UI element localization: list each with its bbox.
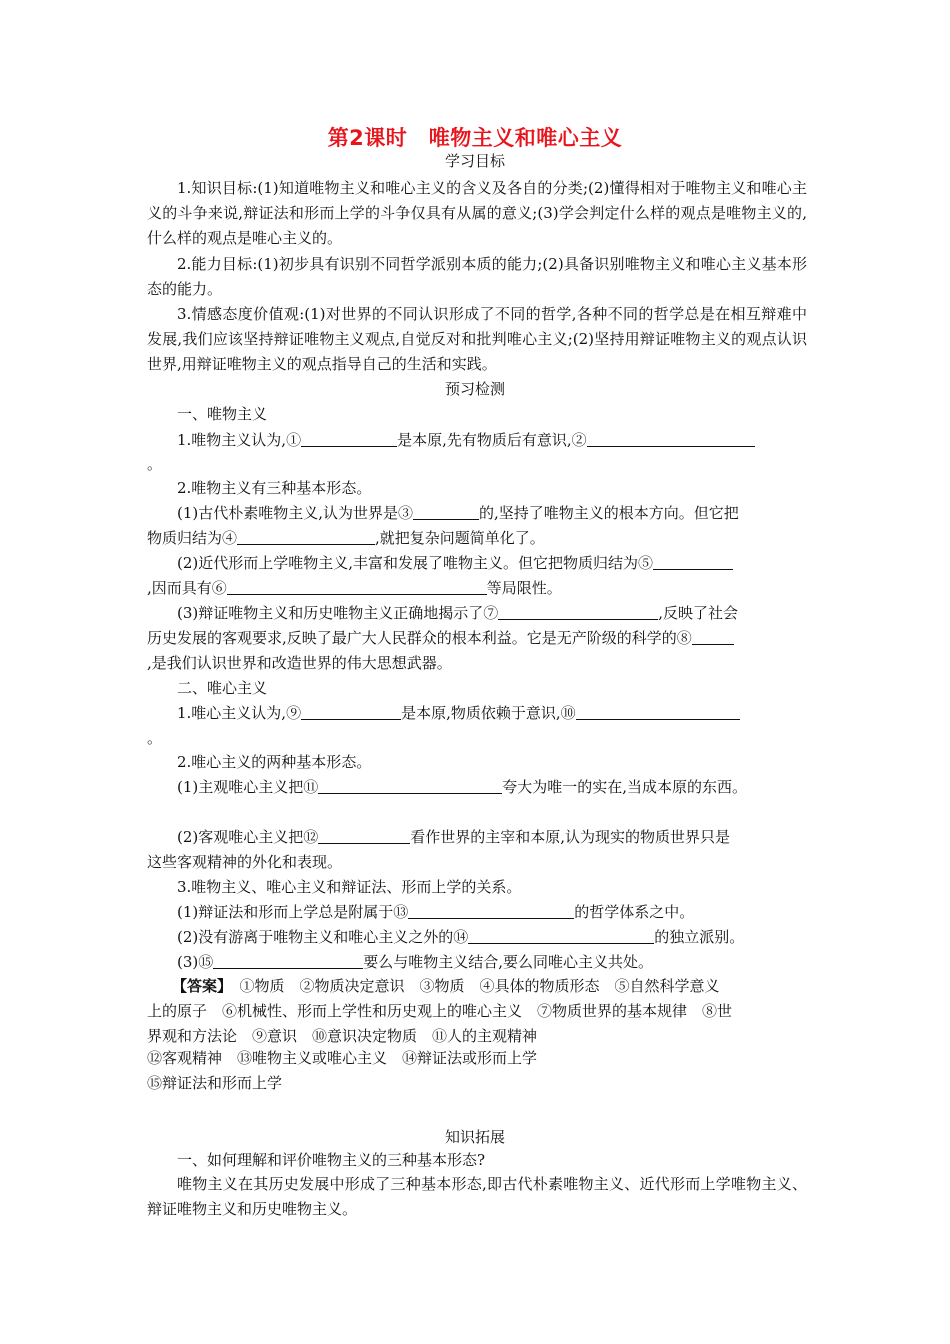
blank-5 — [653, 552, 733, 570]
question-5-1: (1)辩证法和形而上学总是附属于⑬ 的哲学体系之中。 — [177, 903, 695, 921]
extension-question: 一、如何理解和评价唯物主义的三种基本形态? — [177, 1151, 486, 1169]
goal-knowledge: 1.知识目标:(1)知道唯物主义和唯心主义的含义及各自的分类;(2)懂得相对于唯物主义和唯心主义的斗争来说,辩证法和形而上学的斗争仅具有从属的意义;(3)学会判定什么样的观点是唯物主义的,什么样的观点是唯心主义的。 — [147, 179, 807, 247]
blank-14 — [468, 926, 654, 944]
question-2-3-cont: 历史发展的客观要求,反映了最广大人民群众的根本利益。它是无产阶级的科学的⑧ — [147, 626, 807, 651]
blank-11 — [318, 776, 502, 794]
answers-label: 【答案】 — [172, 977, 225, 995]
section-heading-preview: 预习检测 — [444, 380, 505, 398]
question-4-1: (1)主观唯心主义把⑪ 夸大为唯一的实在,当成本原的东西。 — [177, 778, 748, 796]
answers-line-4: ⑫客观精神 ⑬唯物主义或唯心主义 ⑭辩证法或形而上学 — [147, 1049, 538, 1067]
extension-paragraph: 唯物主义在其历史发展中形成了三种基本形态,即古代朴素唯物主义、近代形而上学唯物主义、辩证唯物主义和历史唯物主义。 — [147, 1175, 807, 1218]
blank-6 — [227, 577, 487, 595]
blank-1 — [301, 429, 397, 447]
heading-materialism: 一、唯物主义 — [177, 405, 268, 423]
question-4-2-cont: 这些客观精神的外化和表现。 — [147, 853, 343, 871]
question-4: 2.唯心主义的两种基本形态。 — [177, 753, 372, 771]
blank-3 — [413, 502, 479, 520]
section-heading-extension: 知识拓展 — [444, 1128, 505, 1146]
answers-line-3: 界观和方法论 ⑨意识 ⑩意识决定物质 ⑪人的主观精神 — [147, 1027, 538, 1045]
question-5: 3.唯物主义、唯心主义和辩证法、形而上学的关系。 — [177, 878, 522, 896]
question-3: 1.唯心主义认为,⑨ 是本原,物质依赖于意识,⑩ — [177, 701, 837, 726]
question-5-2: (2)没有游离于唯物主义和唯心主义之外的⑭ 的独立派别。 — [177, 928, 745, 946]
blank-12 — [318, 826, 410, 844]
blank-4 — [237, 527, 375, 545]
question-1: 1.唯物主义认为,① 是本原,先有物质后有意识,② — [177, 428, 837, 453]
question-2-3: (3)辩证唯物主义和历史唯物主义正确地揭示了⑦ ,反映了社会 — [177, 604, 739, 622]
question-2-2-cont: ,因而具有⑥ 等局限性。 — [147, 579, 562, 597]
goal-values: 3.情感态度价值观:(1)对世界的不同认识形成了不同的哲学,各种不同的哲学总是在相互辩难中发展,我们应该坚持辩证唯物主义观点,自觉反对和批判唯心主义;(2)坚持用辩证唯物主义的观点认识世界,用辩证唯物主义的观点指导自己的生活和实践。 — [147, 305, 807, 373]
blank-2 — [587, 429, 755, 447]
blank-13 — [408, 901, 574, 919]
blank-7 — [498, 602, 658, 620]
heading-idealism: 二、唯心主义 — [177, 679, 268, 697]
page-title: 第2课时 唯物主义和唯心主义 — [327, 126, 623, 150]
answers-line-1: 【答案】 ①物质 ②物质决定意识 ③物质 ④具体的物质形态 ⑤自然科学意义 — [172, 977, 720, 995]
question-2-1: (1)古代朴素唯物主义,认为世界是③ 的,坚持了唯物主义的根本方向。但它把 — [177, 504, 739, 522]
blank-9 — [301, 702, 401, 720]
question-1-end: 。 — [147, 455, 163, 473]
question-2-3-end: ,是我们认识世界和改造世界的伟大思想武器。 — [147, 654, 452, 672]
blank-10 — [576, 702, 740, 720]
goal-ability: 2.能力目标:(1)初步具有识别不同哲学派别本质的能力;(2)具备识别唯物主义和唯心主义基本形态的能力。 — [147, 255, 807, 298]
answers-line-2: 上的原子 ⑥机械性、形而上学性和历史观上的唯心主义 ⑦物质世界的基本规律 ⑧世 — [147, 1002, 733, 1020]
section-heading-goals: 学习目标 — [444, 152, 505, 170]
blank-15 — [213, 951, 363, 969]
question-3-end: 。 — [147, 729, 163, 747]
question-4-2: (2)客观唯心主义把⑫ 看作世界的主宰和本原,认为现实的物质世界只是 — [177, 828, 731, 846]
question-5-3: (3)⑮ 要么与唯物主义结合,要么同唯心主义共处。 — [177, 953, 654, 971]
question-2-1-cont: 物质归结为④ ,就把复杂问题简单化了。 — [147, 529, 545, 547]
question-2: 2.唯物主义有三种基本形态。 — [177, 479, 372, 497]
blank-8 — [692, 627, 734, 645]
answers-line-5: ⑮辩证法和形而上学 — [147, 1074, 283, 1092]
question-2-2: (2)近代形而上学唯物主义,丰富和发展了唯物主义。但它把物质归结为⑤ — [177, 551, 837, 576]
